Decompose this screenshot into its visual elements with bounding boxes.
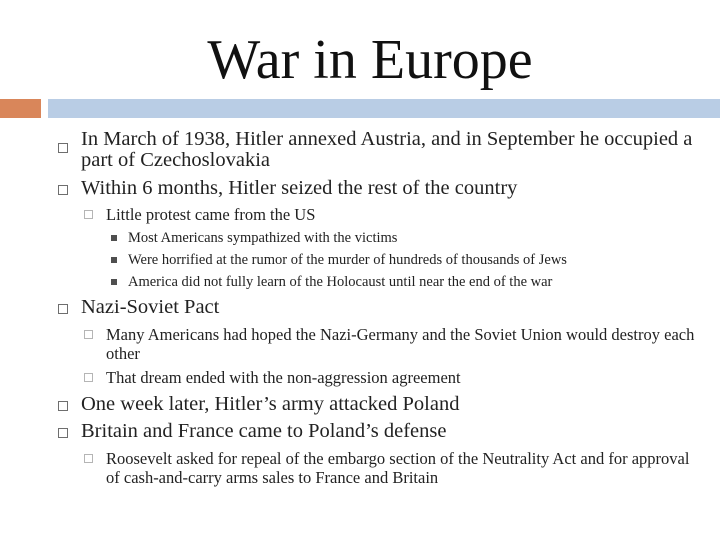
hollow-square-bullet-icon — [58, 401, 68, 411]
hollow-square-bullet-icon — [58, 143, 68, 153]
filled-square-bullet-icon — [111, 235, 117, 241]
bullet-level3-text: Most Americans sympathized with the victims — [128, 230, 398, 246]
hollow-square-bullet-icon — [58, 428, 68, 438]
title-accent-bar-orange — [0, 99, 41, 118]
hollow-square-bullet-icon — [84, 454, 93, 463]
bullet-level3-text: America did not fully learn of the Holocaust until near the end of the war — [128, 274, 553, 290]
bullet-level1-text: One week later, Hitler’s army attacked Poland — [81, 393, 460, 415]
bullet-level2-text: Roosevelt asked for repeal of the embargo section of the Neutrality Act and for approval of cash-and-carry arms sales to France and Britain — [106, 449, 690, 487]
hollow-square-bullet-icon — [58, 304, 68, 314]
hollow-square-bullet-icon — [84, 210, 93, 219]
filled-square-bullet-icon — [111, 257, 117, 263]
title-accent-bar-blue — [48, 99, 720, 118]
hollow-square-bullet-icon — [84, 330, 93, 339]
bullet-level1-text: Within 6 months, Hitler seized the rest of the country — [81, 177, 518, 199]
slide-title: War in Europe — [207, 29, 533, 91]
bullet-level2-text: That dream ended with the non-aggression agreement — [106, 368, 461, 387]
bullet-level1-text: In March of 1938, Hitler annexed Austria, and in September he occupied a part of Czechoslovakia — [81, 128, 693, 171]
hollow-square-bullet-icon — [84, 373, 93, 382]
hollow-square-bullet-icon — [58, 185, 68, 195]
bullet-level2-text: Little protest came from the US — [106, 205, 316, 224]
bullet-level2-text: Many Americans had hoped the Nazi-Germany and the Soviet Union would destroy each other — [106, 325, 695, 363]
bullet-level1-text: Britain and France came to Poland’s defense — [81, 420, 447, 442]
bullet-level3-text: Were horrified at the rumor of the murder of hundreds of thousands of Jews — [128, 252, 567, 268]
filled-square-bullet-icon — [111, 279, 117, 285]
bullet-level1-text: Nazi-Soviet Pact — [81, 296, 220, 318]
